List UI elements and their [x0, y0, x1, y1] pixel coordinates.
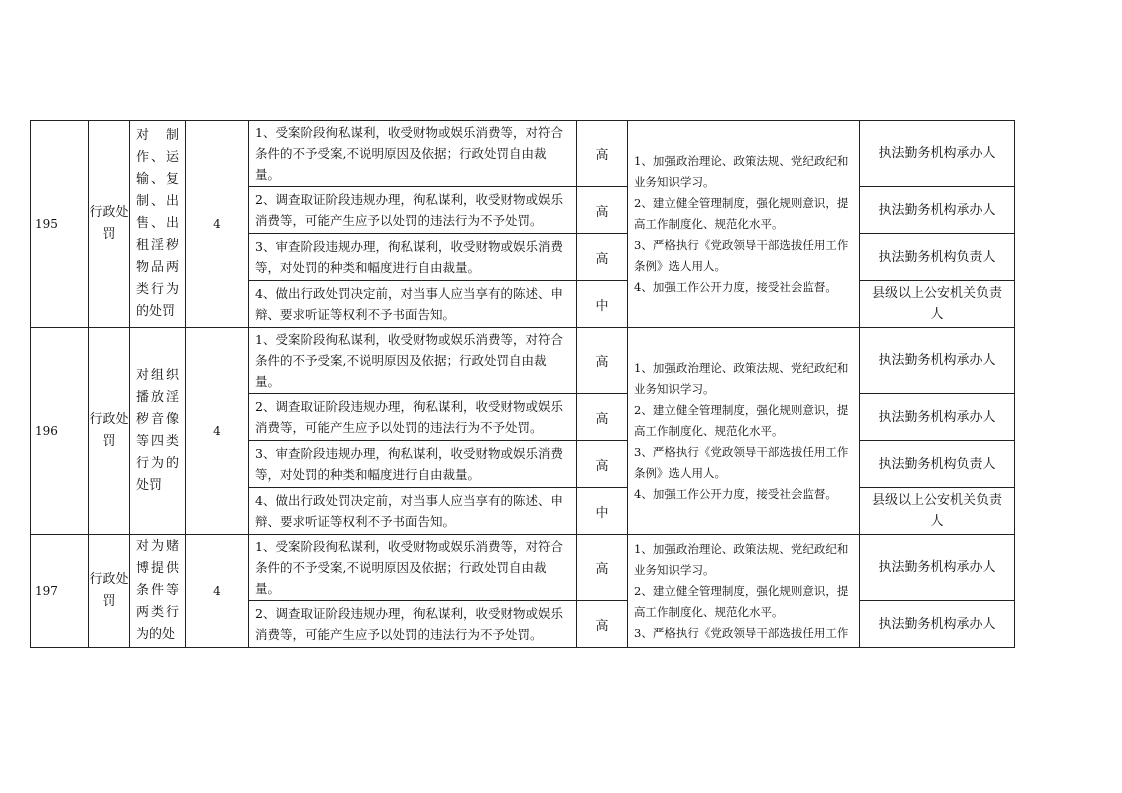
responsible-person-cell: 执法勤务机构承办人 — [860, 394, 1015, 441]
power-type-cell: 行政处罚 — [89, 535, 130, 648]
power-item-cell: 对制作、运输、复制、出售、出租淫秽物品两类行为的处罚 — [130, 121, 186, 328]
risk-point-cell: 2、调查取证阶段违规办理，徇私谋利，收受财物或娱乐消费等，可能产生应予以处罚的违法行为不予处罚。 — [249, 394, 577, 441]
risk-table — [30, 120, 1015, 648]
risk-count-cell: 4 — [186, 121, 249, 328]
responsible-person-cell: 执法勤务机构承办人 — [860, 121, 1015, 187]
measure-item: 1、加强政治理论、政策法规、党纪政纪和业务知识学习。 — [634, 153, 849, 189]
responsible-person-cell: 执法勤务机构承办人 — [860, 328, 1015, 394]
prevention-measures-cell — [628, 535, 860, 648]
risk-level-cell: 高 — [577, 121, 628, 187]
prevention-measures-cell — [628, 121, 860, 328]
risk-level-cell: 高 — [577, 328, 628, 394]
risk-point-cell: 2、调查取证阶段违规办理，徇私谋利，收受财物或娱乐消费等，可能产生应予以处罚的违法行为不予处罚。 — [249, 601, 577, 648]
measure-item: 3、严格执行《党政领导干部选拔任用工作条例》选人用人。 — [634, 237, 849, 273]
risk-level-cell: 中 — [577, 488, 628, 535]
measure-item: 4、加强工作公开力度，接受社会监督。 — [634, 486, 837, 501]
risk-point-cell: 1、受案阶段徇私谋利，收受财物或娱乐消费等，对符合条件的不予受案,不说明原因及依据；行政处罚自由裁量。 — [249, 328, 577, 394]
measure-item: 1、加强政治理论、政策法规、党纪政纪和业务知识学习。 — [634, 541, 849, 577]
risk-count-cell: 4 — [186, 535, 249, 648]
measure-item: 2、建立健全管理制度，强化规则意识，提高工作制度化、规范化水平。 — [634, 402, 849, 438]
measure-item: 2、建立健全管理制度，强化规则意识，提高工作制度化、规范化水平。 — [634, 195, 849, 231]
risk-point-cell: 3、审查阶段违规办理，徇私谋利，收受财物或娱乐消费等，对处罚的种类和幅度进行自由裁量。 — [249, 441, 577, 488]
responsible-person-cell: 执法勤务机构负责人 — [860, 234, 1015, 281]
risk-table-body — [31, 121, 1015, 648]
risk-point-cell: 3、审查阶段违规办理，徇私谋利，收受财物或娱乐消费等，对处罚的种类和幅度进行自由裁量。 — [249, 234, 577, 281]
risk-level-cell: 高 — [577, 187, 628, 234]
measure-item: 1、加强政治理论、政策法规、党纪政纪和业务知识学习。 — [634, 360, 849, 396]
responsible-person-cell: 执法勤务机构负责人 — [860, 441, 1015, 488]
risk-point-cell: 1、受案阶段徇私谋利，收受财物或娱乐消费等，对符合条件的不予受案,不说明原因及依据；行政处罚自由裁量。 — [249, 535, 577, 601]
item-number-cell: 196 — [31, 328, 89, 535]
responsible-person-cell: 县级以上公安机关负责人 — [860, 281, 1015, 328]
risk-level-cell: 高 — [577, 441, 628, 488]
responsible-person-cell: 执法勤务机构承办人 — [860, 535, 1015, 601]
prevention-measures-cell — [628, 328, 860, 535]
table-row — [31, 121, 1015, 187]
risk-point-cell: 1、受案阶段徇私谋利，收受财物或娱乐消费等，对符合条件的不予受案,不说明原因及依据；行政处罚自由裁量。 — [249, 121, 577, 187]
risk-count-cell: 4 — [186, 328, 249, 535]
power-type-cell: 行政处罚 — [89, 121, 130, 328]
risk-point-cell: 2、调查取证阶段违规办理，徇私谋利，收受财物或娱乐消费等，可能产生应予以处罚的违法行为不予处罚。 — [249, 187, 577, 234]
risk-level-cell: 高 — [577, 535, 628, 601]
responsible-person-cell: 执法勤务机构承办人 — [860, 187, 1015, 234]
risk-level-cell: 中 — [577, 281, 628, 328]
measure-item: 4、加强工作公开力度，接受社会监督。 — [634, 279, 837, 294]
power-item-cell: 对为赌博提供条件等两类行为的处 — [130, 535, 186, 648]
measure-item: 3、严格执行《党政领导干部选拔任用工作条例》选人用人。 — [634, 444, 849, 480]
measure-item: 3、严格执行《党政领导干部选拔任用工作 — [634, 625, 849, 640]
risk-level-cell: 高 — [577, 394, 628, 441]
item-number-cell: 195 — [31, 121, 89, 328]
power-item-cell: 对组织播放淫秽音像等四类行为的处罚 — [130, 328, 186, 535]
table-row — [31, 328, 1015, 394]
power-type-cell: 行政处罚 — [89, 328, 130, 535]
risk-point-cell: 4、做出行政处罚决定前，对当事人应当享有的陈述、申辩、要求听证等权利不予书面告知。 — [249, 488, 577, 535]
responsible-person-cell: 县级以上公安机关负责人 — [860, 488, 1015, 535]
responsible-person-cell: 执法勤务机构承办人 — [860, 601, 1015, 648]
measure-item: 2、建立健全管理制度，强化规则意识，提高工作制度化、规范化水平。 — [634, 583, 849, 619]
risk-level-cell: 高 — [577, 601, 628, 648]
table-row — [31, 535, 1015, 601]
risk-point-cell: 4、做出行政处罚决定前，对当事人应当享有的陈述、申辩、要求听证等权利不予书面告知。 — [249, 281, 577, 328]
risk-level-cell: 高 — [577, 234, 628, 281]
item-number-cell: 197 — [31, 535, 89, 648]
